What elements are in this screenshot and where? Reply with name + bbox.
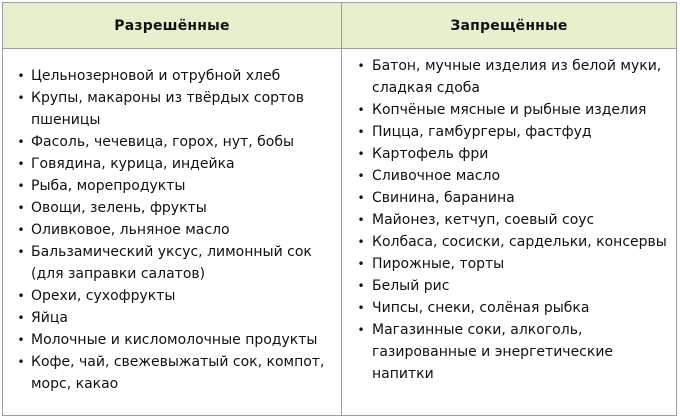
allowed-item-text: Орехи, сухофрукты: [31, 288, 176, 304]
forbidden-item: [342, 55, 676, 99]
allowed-item-text: Фасоль, чечевица, горох, нут, бобы: [31, 134, 295, 150]
bullet-icon: •: [17, 157, 25, 171]
food-table: [2, 2, 677, 416]
forbidden-item-text: Пицца, гамбургеры, фастфуд: [372, 124, 592, 140]
bullet-icon: •: [17, 355, 25, 369]
bullet-icon: •: [17, 245, 25, 259]
bullet-icon: •: [357, 147, 365, 161]
bullet-icon: •: [357, 257, 365, 271]
bullet-icon: •: [357, 301, 365, 315]
allowed-item: [3, 131, 341, 153]
allowed-list: [3, 65, 341, 395]
forbidden-item: [342, 187, 676, 209]
forbidden-item: [342, 231, 676, 253]
allowed-item-text: Говядина, курица, индейка: [31, 156, 235, 172]
bullet-icon: •: [17, 289, 25, 303]
forbidden-item-text: Колбаса, сосиски, сардельки, консервы: [372, 234, 667, 250]
bullet-icon: •: [357, 235, 365, 249]
header-allowed: Разрешённые: [114, 17, 230, 34]
forbidden-item-text: Свинина, баранина: [372, 190, 515, 206]
allowed-item-text: Рыба, морепродукты: [31, 178, 186, 194]
bullet-icon: •: [17, 333, 25, 347]
allowed-item: [3, 241, 341, 285]
allowed-item-text: Молочные и кисломолочные продукты: [31, 332, 318, 348]
allowed-item-text: Цельнозерновой и отрубной хлеб: [31, 68, 281, 84]
forbidden-item-text: Сливочное масло: [372, 168, 501, 184]
allowed-item: [3, 351, 341, 395]
bullet-icon: •: [357, 279, 365, 293]
bullet-icon: •: [17, 135, 25, 149]
forbidden-item: [342, 165, 676, 187]
allowed-item-text: Яйца: [31, 310, 68, 326]
allowed-item-text: Оливковое, льняное масло: [31, 222, 230, 238]
forbidden-item-text: Майонез, кетчуп, соевый соус: [372, 212, 595, 228]
allowed-item: [3, 87, 341, 131]
forbidden-item-text: Копчёные мясные и рыбные изделия: [372, 102, 647, 118]
allowed-item-text: Кофе, чай, свежевыжатый сок, компот, морс, какао: [31, 354, 325, 392]
forbidden-item: [342, 297, 676, 319]
bullet-icon: •: [357, 213, 365, 227]
bullet-icon: •: [357, 125, 365, 139]
bullet-icon: •: [17, 223, 25, 237]
forbidden-item: [342, 209, 676, 231]
forbidden-item-text: Картофель фри: [372, 146, 489, 162]
bullet-icon: •: [357, 169, 365, 183]
bullet-icon: •: [357, 103, 365, 117]
allowed-item: [3, 197, 341, 219]
allowed-item: [3, 65, 341, 87]
forbidden-item-text: Белый рис: [372, 278, 450, 294]
allowed-item: [3, 307, 341, 329]
forbidden-item-text: Пирожные, торты: [372, 256, 505, 272]
bullet-icon: •: [17, 69, 25, 83]
forbidden-item: [342, 121, 676, 143]
bullet-icon: •: [17, 201, 25, 215]
forbidden-item: [342, 253, 676, 275]
bullet-icon: •: [17, 91, 25, 105]
allowed-item-text: Овощи, зелень, фрукты: [31, 200, 207, 216]
forbidden-item: [342, 275, 676, 297]
allowed-item-text: Бальзамический уксус, лимонный сок (для заправки салатов): [31, 244, 312, 282]
bullet-icon: •: [17, 311, 25, 325]
allowed-item: [3, 285, 341, 307]
forbidden-item-text: Магазинные соки, алкоголь, газированные и энергетические напитки: [372, 322, 614, 382]
forbidden-item-text: Чипсы, снеки, солёная рыбка: [372, 300, 590, 316]
allowed-item: [3, 175, 341, 197]
allowed-item: [3, 153, 341, 175]
forbidden-item-text: Батон, мучные изделия из белой муки, сладкая сдоба: [372, 58, 662, 96]
bullet-icon: •: [357, 59, 365, 73]
forbidden-item: [342, 143, 676, 165]
allowed-item: [3, 219, 341, 241]
bullet-icon: •: [357, 191, 365, 205]
forbidden-item: [342, 99, 676, 121]
allowed-item-text: Крупы, макароны из твёрдых сортов пшеницы: [31, 90, 304, 128]
forbidden-list: [342, 55, 676, 385]
forbidden-item: [342, 319, 676, 385]
header-forbidden: Запрещённые: [450, 17, 568, 34]
bullet-icon: •: [357, 323, 365, 337]
allowed-item: [3, 329, 341, 351]
bullet-icon: •: [17, 179, 25, 193]
